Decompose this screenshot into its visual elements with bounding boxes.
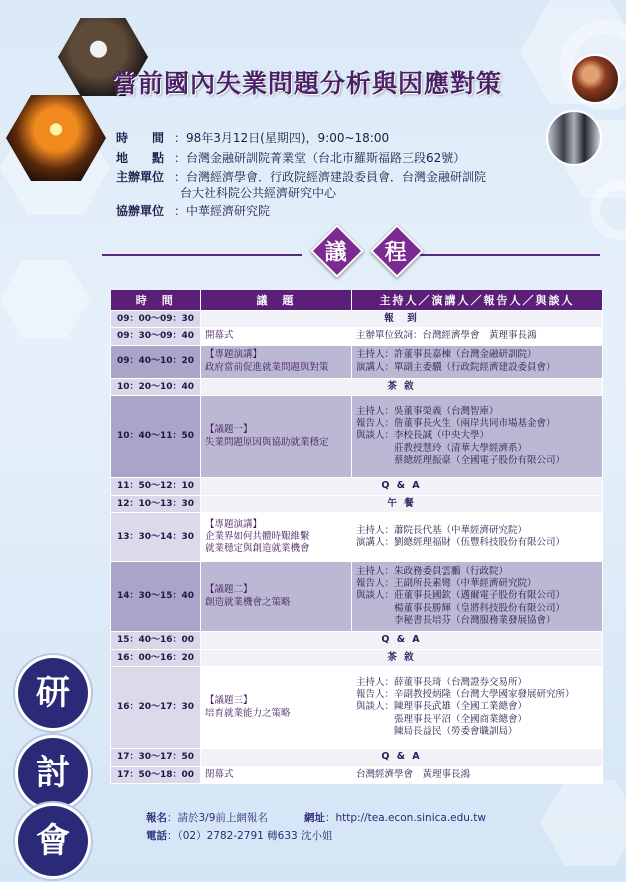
row-qa: Q & A <box>201 478 603 496</box>
row-time: 09：30～09：40 <box>111 328 201 346</box>
row-topic: 開幕式 <box>201 328 352 346</box>
row-people: 主持人：朱政務委員雲鵬（行政院） 報告人：王副所長素彎（中華經濟研究院） 與談人：莊董事長國欽（邁爾電子股份有限公司） 楊董事長勝輝（皇將科技股份有限公司） 李秘書長培芬（台灣服務業發展協會） <box>352 562 603 632</box>
agenda-title-char: 程 <box>370 224 424 278</box>
agenda-divider <box>420 254 600 256</box>
table-row <box>111 378 603 396</box>
header-topic: 議 題 <box>201 290 352 310</box>
info-host-value-2: 台大社科院公共經濟研究中心 <box>180 186 337 200</box>
footer-url-link[interactable]: ：http://tea.econ.sinica.edu.tw <box>325 812 486 824</box>
info-place-value: ：台灣金融研訓院菁業堂（台北市羅斯福路三段62號） <box>174 151 466 165</box>
row-time: 10：20～10：40 <box>111 378 201 396</box>
info-time-value: ：98年3月12日(星期四)，9:00~18:00 <box>174 131 390 145</box>
row-topic: 【議題一】 失業問題原因與協助就業穩定 <box>201 396 352 478</box>
seminar-char: 會 <box>18 806 88 876</box>
table-row <box>111 478 603 496</box>
row-time: 17：50～18：00 <box>111 766 201 784</box>
bg-hexagon <box>0 260 90 338</box>
pedestrians-photo <box>546 110 602 166</box>
row-time: 16：00～16：20 <box>111 649 201 667</box>
row-time: 11：50～12：10 <box>111 478 201 496</box>
footer-reg-value: ：請於3/9前上網報名 <box>167 812 268 824</box>
agenda-title-char: 議 <box>310 224 364 278</box>
table-row <box>111 562 603 632</box>
row-time: 13：30～14：30 <box>111 513 201 562</box>
agenda-divider <box>102 254 302 256</box>
table-row <box>111 667 603 749</box>
info-co-label: 協辦單位 <box>116 204 165 218</box>
seminar-char: 討 <box>18 738 88 808</box>
info-time <box>116 129 389 146</box>
row-people: 主持人：許董事長嘉棟（台灣金融研訓院） 演講人：單副主委驥（行政院經濟建設委員會） <box>352 345 603 378</box>
footer-registration <box>146 810 268 825</box>
header-people: 主持人／演講人／報告人／與談人 <box>352 290 603 310</box>
footer-website <box>304 810 486 825</box>
row-people: 主持人：蕭院長代基（中華經濟研究院） 演講人：劉總經理福財（伍豐科技股份有限公司） <box>352 513 603 562</box>
row-time: 17：30～17：50 <box>111 749 201 767</box>
row-time: 12：10～13：30 <box>111 495 201 513</box>
info-host-2 <box>180 184 336 201</box>
info-host <box>116 168 486 185</box>
row-time: 16：20～17：30 <box>111 667 201 749</box>
table-row <box>111 649 603 667</box>
table-row <box>111 766 603 784</box>
table-row <box>111 513 603 562</box>
row-topic: 【專題演講】 政府當前促進就業問題與對策 <box>201 345 352 378</box>
table-row <box>111 310 603 328</box>
row-topic: 【議題三】 培育就業能力之策略 <box>201 667 352 749</box>
footer-url-label: 網址 <box>304 812 325 824</box>
footer-phone <box>146 828 333 843</box>
table-row <box>111 396 603 478</box>
row-break: 午 餐 <box>201 495 603 513</box>
table-row <box>111 328 603 346</box>
footer-phone-label: 電話 <box>146 830 167 842</box>
info-host-label: 主辦單位 <box>116 170 165 184</box>
info-coorganizer <box>116 202 270 219</box>
row-time: 10：40～11：50 <box>111 396 201 478</box>
table-row <box>111 749 603 767</box>
bg-hexagon <box>540 780 626 866</box>
table-row <box>111 632 603 650</box>
row-time: 15：40～16：00 <box>111 632 201 650</box>
row-time: 09：40～10：20 <box>111 345 201 378</box>
row-topic: 閉幕式 <box>201 766 352 784</box>
seminar-char: 研 <box>18 658 88 728</box>
info-place <box>116 149 465 166</box>
row-break: 茶 敘 <box>201 649 603 667</box>
table-row <box>111 495 603 513</box>
row-break: 茶 敘 <box>201 378 603 396</box>
row-time: 14：30～15：40 <box>111 562 201 632</box>
header-time: 時 間 <box>111 290 201 310</box>
row-people: 台灣經濟學會 黃理事長鴻 <box>352 766 603 784</box>
footer-reg-label: 報名 <box>146 812 167 824</box>
row-qa: Q & A <box>201 632 603 650</box>
info-co-value: ：中華經濟研究院 <box>174 204 271 218</box>
table-header <box>111 290 603 310</box>
row-topic: 【專題演講】 企業界如何共體時艱維繫 就業穩定與創造就業機會 <box>201 513 352 562</box>
row-people: 主持人：薛董事長琦（台灣證券交易所） 報告人：辛副教授炳隆（台灣大學國家發展研究所） 與談人：陳理事長武雄（全國工業總會） 張理事長平沼（全國商業總會） 陳局長益民（勞委會職訓局） <box>352 667 603 749</box>
row-people: 主持人：吳董事榮義（台灣智庫） 報告人：詹董事長火生（兩岸共同市場基金會） 與談人：李校長誠（中央大學） 莊教授慧玲（清華大學經濟系） 蔡總經理振豪（全國電子股份有限公司） <box>352 396 603 478</box>
info-place-label: 地 點 <box>116 151 165 165</box>
row-break: 報 到 <box>201 310 603 328</box>
info-host-value: ：台灣經濟學會．行政院經濟建設委員會．台灣金融研訓院 <box>174 170 487 184</box>
row-people: 主辦單位致詞：台灣經濟學會 黃理事長鴻 <box>352 328 603 346</box>
row-qa: Q & A <box>201 749 603 767</box>
meeting-photo <box>570 54 620 104</box>
info-time-label: 時 間 <box>116 131 165 145</box>
row-time: 09：00～09：30 <box>111 310 201 328</box>
table-row <box>111 345 603 378</box>
page-title: 當前國內失業問題分析與因應對策 <box>112 69 503 98</box>
row-topic: 【議題二】 創造就業機會之策略 <box>201 562 352 632</box>
footer-phone-value: ：（02）2782-2791 轉633 沈小姐 <box>167 830 333 842</box>
agenda-table <box>110 290 603 784</box>
